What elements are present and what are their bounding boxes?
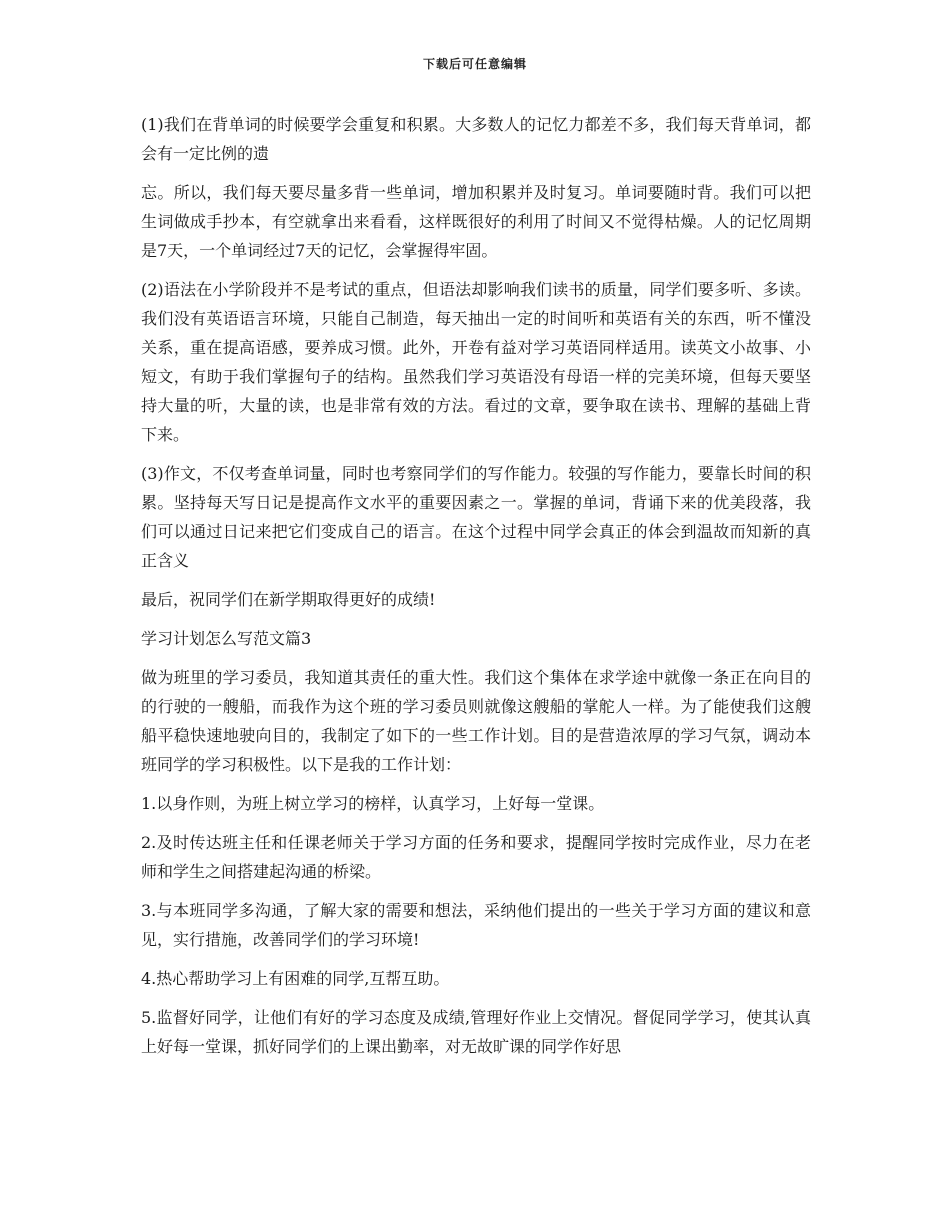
section-heading: 学习计划怎么写范文篇3 <box>141 629 312 648</box>
page-header-note: 下载后可任意编辑 <box>422 57 527 71</box>
paragraph-vocabulary-2: 忘。所以，我们每天要尽量多背一些单词，增加积累并及时复习。单词要随时背。我们可以把生词做成手抄本，有空就拿出来看看，这样既很好的利用了时间又不觉得枯燥。人的记忆周期是7天，一个单词经过7天的记忆，会掌握得牢固。 <box>141 183 811 260</box>
paragraph-vocabulary-1: (1)我们在背单词的时候要学会重复和积累。大多数人的记忆力都差不多，我们每天背单词，都会有一定比例的遗 <box>141 115 811 163</box>
list-item-1: 1.以身作则，为班上树立学习的榜样，认真学习，上好每一堂课。 <box>141 794 605 813</box>
paragraph-grammar: (2)语法在小学阶段并不是考试的重点，但语法却影响我们读书的质量，同学们要多听、多读。我们没有英语语言环境，只能自己制造，每天抽出一定的时间听和英语有关的东西，听不懂没关系，重在提高语感，要养成习惯。此外，开卷有益对学习英语同样适用。读英文小故事、小短文，有助于我们掌握句子的结构。虽然我们学习英语没有母语一样的完美环境，但每天要坚持大量的听，大量的读，也是非常有效的方法。看过的文章，要争取在读书、理解的基础上背下来。 <box>141 280 811 444</box>
list-item-2: 2.及时传达班主任和任课老师关于学习方面的任务和要求，提醒同学按时完成作业，尽力在老师和学生之间搭建起沟通的桥梁。 <box>141 833 811 881</box>
paragraph-intro: 做为班里的学习委员，我知道其责任的重大性。我们这个集体在求学途中就像一条正在向目的的行驶的一艘船，而我作为这个班的学习委员则就像这艘船的掌舵人一样。为了能使我们这艘船平稳快速地驶向目的，我制定了如下的一些工作计划。目的是营造浓厚的学习气氛，调动本班同学的学习积极性。以下是我的工作计划： <box>141 668 811 774</box>
paragraph-closing: 最后，祝同学们在新学期取得更好的成绩! <box>141 590 436 609</box>
paragraph-writing: (3)作文，不仅考查单词量，同时也考察同学们的写作能力。较强的写作能力，要靠长时间的积累。坚持每天写日记是提高作文水平的重要因素之一。掌握的单词，背诵下来的优美段落，我们可以通过日记来把它们变成自己的语言。在这个过程中同学会真正的体会到温故而知新的真正含义 <box>141 464 811 570</box>
list-item-3: 3.与本班同学多沟通，了解大家的需要和想法，采纳他们提出的一些关于学习方面的建议和意见，实行措施，改善同学们的学习环境! <box>141 901 811 949</box>
list-item-4: 4.热心帮助学习上有困难的同学,互帮互助。 <box>141 969 450 988</box>
document-body <box>141 110 811 1071</box>
list-item-5: 5.监督好同学，让他们有好的学习态度及成绩,管理好作业上交情况。督促同学学习，使其认真上好每一堂课，抓好同学们的上课出勤率，对无故旷课的同学作好思 <box>141 1008 811 1056</box>
